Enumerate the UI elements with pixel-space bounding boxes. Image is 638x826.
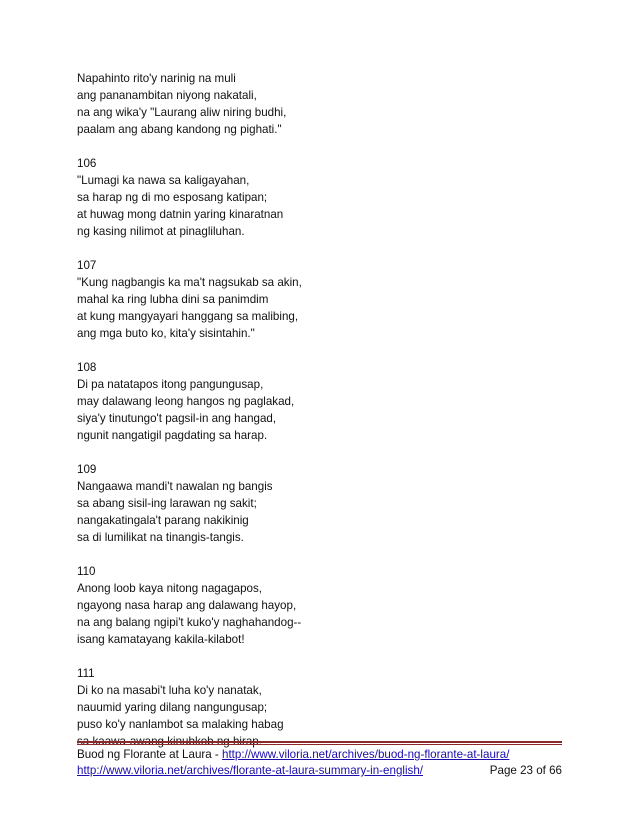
verse-line: sa di lumilikat na tinangis-tangis.: [77, 531, 244, 544]
verse-line: at huwag mong datnin yaring kinaratnan: [77, 208, 284, 221]
page-number: Page 23 of 66: [489, 764, 562, 777]
stanza: [77, 563, 557, 648]
verse-line: ngunit nangatigil pagdating sa harap.: [77, 429, 268, 442]
stanza-number: 110: [77, 565, 96, 578]
verse-line: Di pa natatapos itong pangungusap,: [77, 378, 264, 391]
poem-body: [77, 70, 557, 767]
verse-line: sa harap ng di mo esposang katipan;: [77, 191, 268, 204]
verse-line: may dalawang leong hangos ng paglakad,: [77, 395, 295, 408]
verse-line: nauumid yaring dilang nangungusap;: [77, 701, 268, 714]
verse-line: puso ko'y nanlambot sa malaking habag: [77, 718, 284, 731]
verse-line: Nangaawa mandi't nawalan ng bangis: [77, 480, 273, 493]
verse-line: siya'y tinutungo't pagsil-in ang hangad,: [77, 412, 277, 425]
stanza: [77, 461, 557, 546]
stanza: [77, 70, 557, 138]
stanza-number: 107: [77, 259, 97, 272]
stanza-number: 111: [77, 667, 95, 680]
verse-line: mahal ka ring lubha dini sa panimdim: [77, 293, 269, 306]
stanza: [77, 359, 557, 444]
verse-line: Di ko na masabi't luha ko'y nanatak,: [77, 684, 262, 697]
verse-line: ang mga buto ko, kita'y sisintahin.": [77, 327, 255, 340]
verse-line: "Lumagi ka nawa sa kaligayahan,: [77, 174, 250, 187]
verse-line: nangakatingala't parang nakikinig: [77, 514, 249, 527]
verse-line: Napahinto rito'y narinig na muli: [77, 72, 236, 85]
verse-line: ang pananambitan niyong nakatali,: [77, 89, 257, 102]
stanza: [77, 155, 557, 240]
stanza-number: 108: [77, 361, 97, 374]
stanza: [77, 665, 557, 750]
verse-line: "Kung nagbangis ka ma't nagsukab sa akin,: [77, 276, 302, 289]
verse-line: na ang balang ngipi't kuko'y naghahandog--: [77, 616, 302, 629]
verse-line: paalam ang abang kandong ng pighati.": [77, 123, 282, 136]
stanza: [77, 257, 557, 342]
footer-divider-thin: [77, 744, 562, 745]
verse-line: ng kasing nilimot at pinagliluhan.: [77, 225, 245, 238]
verse-line: sa abang sisil-ing larawan ng sakit;: [77, 497, 257, 510]
verse-line: na ang wika'y "Laurang aliw niring budhi,: [77, 106, 287, 119]
footer-title: Buod ng Florante at Laura -: [77, 748, 223, 761]
verse-line: at kung mangyayari hanggang sa malibing,: [77, 310, 299, 323]
verse-line: isang kamatayang kakila-kilabot!: [77, 633, 245, 646]
stanza-number: 109: [77, 463, 97, 476]
footer-line-1: [77, 747, 562, 763]
footer-divider: [77, 741, 562, 743]
verse-line: Anong loob kaya nitong nagagapos,: [77, 582, 263, 595]
stanza-number: 106: [77, 157, 97, 170]
footer-line-2: [77, 763, 562, 779]
page-footer: [77, 747, 562, 779]
verse-line: ngayong nasa harap ang dalawang hayop,: [77, 599, 297, 612]
footer-link-english[interactable]: http://www.viloria.net/archives/florante-at-laura-summary-in-english/: [77, 764, 424, 777]
footer-link-tagalog[interactable]: http://www.viloria.net/archives/buod-ng-florante-at-laura/: [222, 748, 510, 761]
